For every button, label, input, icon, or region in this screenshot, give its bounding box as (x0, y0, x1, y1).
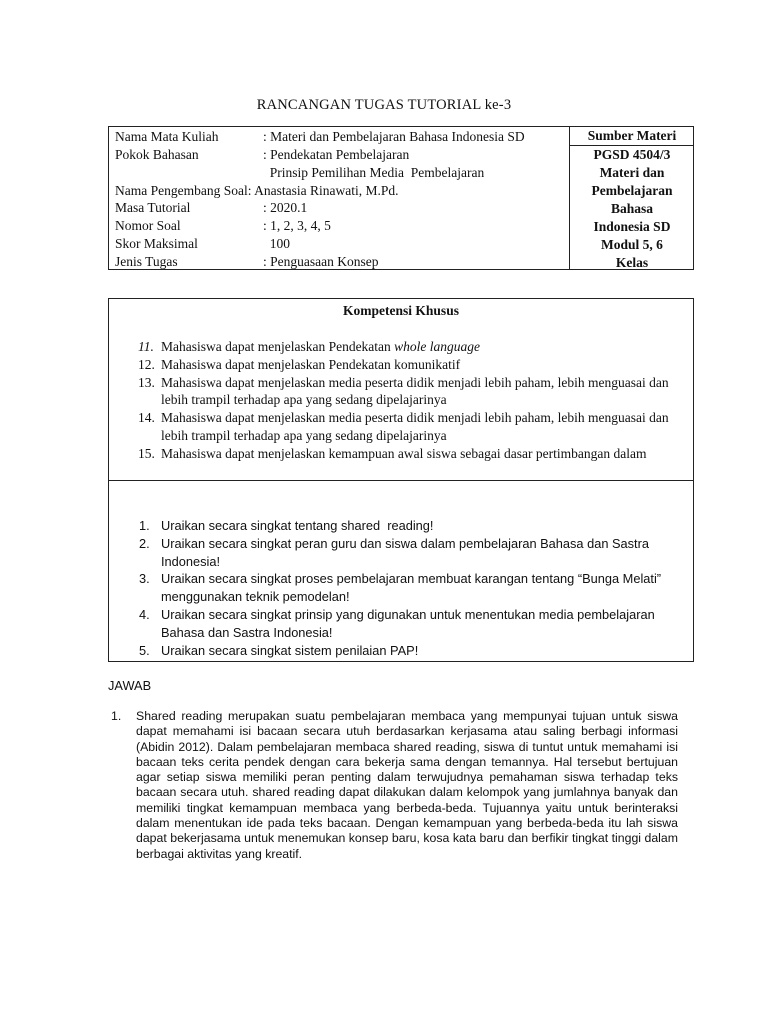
task-text: Uraikan secara singkat peran guru dan siswa dalam pembelajaran Bahasa dan Sastra Indonesia! (161, 535, 649, 569)
source-header: Sumber Materi (570, 127, 694, 146)
competence-list (109, 338, 693, 463)
source-line: PGSD 4504/3 (593, 147, 671, 162)
competence-text: Mahasiswa dapat menjelaskan Pendekatan (161, 339, 395, 354)
competence-item (109, 356, 693, 374)
info-value: : 1, 2, 3, 4, 5 (263, 218, 331, 233)
document-title: RANCANGAN TUGAS TUTORIAL ke-3 (256, 97, 512, 113)
info-value: Prinsip Pemilihan Media Pembelajaran (263, 165, 485, 180)
competence-text: Mahasiswa dapat menjelaskan media peserta didik menjadi lebih paham, lebih menguasai dan lebih trampil terhadap apa yang sedang dipelajarinya (161, 410, 669, 443)
info-label: Nama Mata Kuliah (115, 129, 219, 144)
info-value: : Penguasaan Konsep (263, 254, 379, 269)
info-label: Masa Tutorial (115, 200, 191, 215)
info-left-column (109, 127, 570, 269)
source-line: Pembelajaran (591, 183, 673, 198)
info-label: Nomor Soal (115, 218, 181, 233)
competence-number: 15. (138, 445, 155, 461)
task-item (109, 517, 693, 535)
task-text: Uraikan secara singkat prinsip yang digunakan untuk menentukan media pembelajaran Bahasa dan Sastra Indonesia! (161, 606, 655, 640)
competence-number: 14. (138, 410, 155, 426)
competence-item (109, 409, 693, 445)
box-divider (109, 480, 693, 481)
competence-number: 11. (138, 339, 154, 354)
answer-heading: JAWAB (108, 678, 152, 693)
competence-item (109, 445, 693, 463)
info-value: 100 (263, 236, 290, 251)
task-text: Uraikan secara singkat proses pembelajaran membuat karangan tentang “Bunga Melati” menggunakan teknik pemodelan! (161, 571, 662, 605)
competence-box (108, 298, 694, 662)
source-line: Bahasa (610, 201, 654, 216)
info-label: Nama Pengembang Soal: Anastasia Rinawati, M.Pd. (115, 183, 399, 198)
answer-text: Shared reading merupakan suatu pembelajaran membaca yang mempunyai tujuan untuk siswa dapat memahami isi bacaan secara utuh berdasarkan kerjasama atau saling berbagi informasi (Abidin 2012). Dalam pembelajaran membaca shared reading, siswa di tuntut untuk memahami isi bacaan teks cerita pendek dengan cara bekerja sama dengan temannya. Hal tersebut bertujuan agar setiap siswa memiliki peran penting dalam terwujudnya pemahaman siswa terhadap teks bacaan secara utuh. shared reading dapat dilakukan dalam kelompok yang jumlahnya banyak dan memiliki tingkat kemampuan membaca yang berbeda-beda. Tujuannya yaitu untuk berinteraksi dalam menentukan ide pada teks bacaan. Dengan kemampuan yang berbeda-beda itu lah siswa dapat bekerjasama untuk menemukan konsep baru, kosa kata baru dan berfikir tingkat tinggi dalam berbagai aktivitas yang kreatif. (136, 709, 678, 861)
info-value: : Pendekatan Pembelajaran (263, 147, 410, 162)
source-line: Materi dan (599, 165, 665, 180)
source-line: Kelas (615, 255, 649, 270)
info-table (108, 126, 694, 270)
source-line: Indonesia SD (593, 219, 671, 234)
task-item (109, 535, 693, 571)
task-number: 3. (139, 571, 150, 587)
answer-number: 1. (111, 709, 122, 723)
task-text: Uraikan secara singkat sistem penilaian PAP! (161, 642, 419, 658)
task-text: Uraikan secara singkat tentang shared reading! (161, 518, 434, 533)
task-list (109, 517, 693, 659)
task-item (109, 606, 693, 642)
task-number: 1. (139, 518, 150, 533)
info-label: Pokok Bahasan (115, 147, 199, 162)
info-label: Jenis Tugas (115, 254, 178, 269)
competence-item (109, 374, 693, 410)
competence-header: Kompetensi Khusus (343, 303, 459, 318)
info-value: : Materi dan Pembelajaran Bahasa Indonesia SD (263, 129, 525, 144)
competence-italic-term: whole language (394, 339, 481, 354)
task-item (109, 570, 693, 606)
task-number: 4. (139, 606, 150, 622)
competence-text: Mahasiswa dapat menjelaskan media peserta didik menjadi lebih paham, lebih menguasai dan lebih trampil terhadap apa yang sedang dipelajarinya (161, 374, 669, 408)
source-column (570, 127, 694, 269)
info-label: Skor Maksimal (115, 236, 198, 251)
info-value: : 2020.1 (263, 200, 308, 215)
competence-item (109, 338, 693, 356)
competence-text: Mahasiswa dapat menjelaskan Pendekatan komunikatif (161, 356, 461, 372)
competence-number: 13. (138, 374, 155, 390)
source-line: Modul 5, 6 (601, 237, 663, 252)
competence-text: Mahasiswa dapat menjelaskan kemampuan awal siswa sebagai dasar pertimbangan dalam (161, 445, 647, 461)
competence-number: 12. (138, 356, 155, 372)
task-item (109, 642, 693, 660)
task-number: 2. (139, 535, 150, 551)
task-number: 5. (139, 642, 150, 658)
